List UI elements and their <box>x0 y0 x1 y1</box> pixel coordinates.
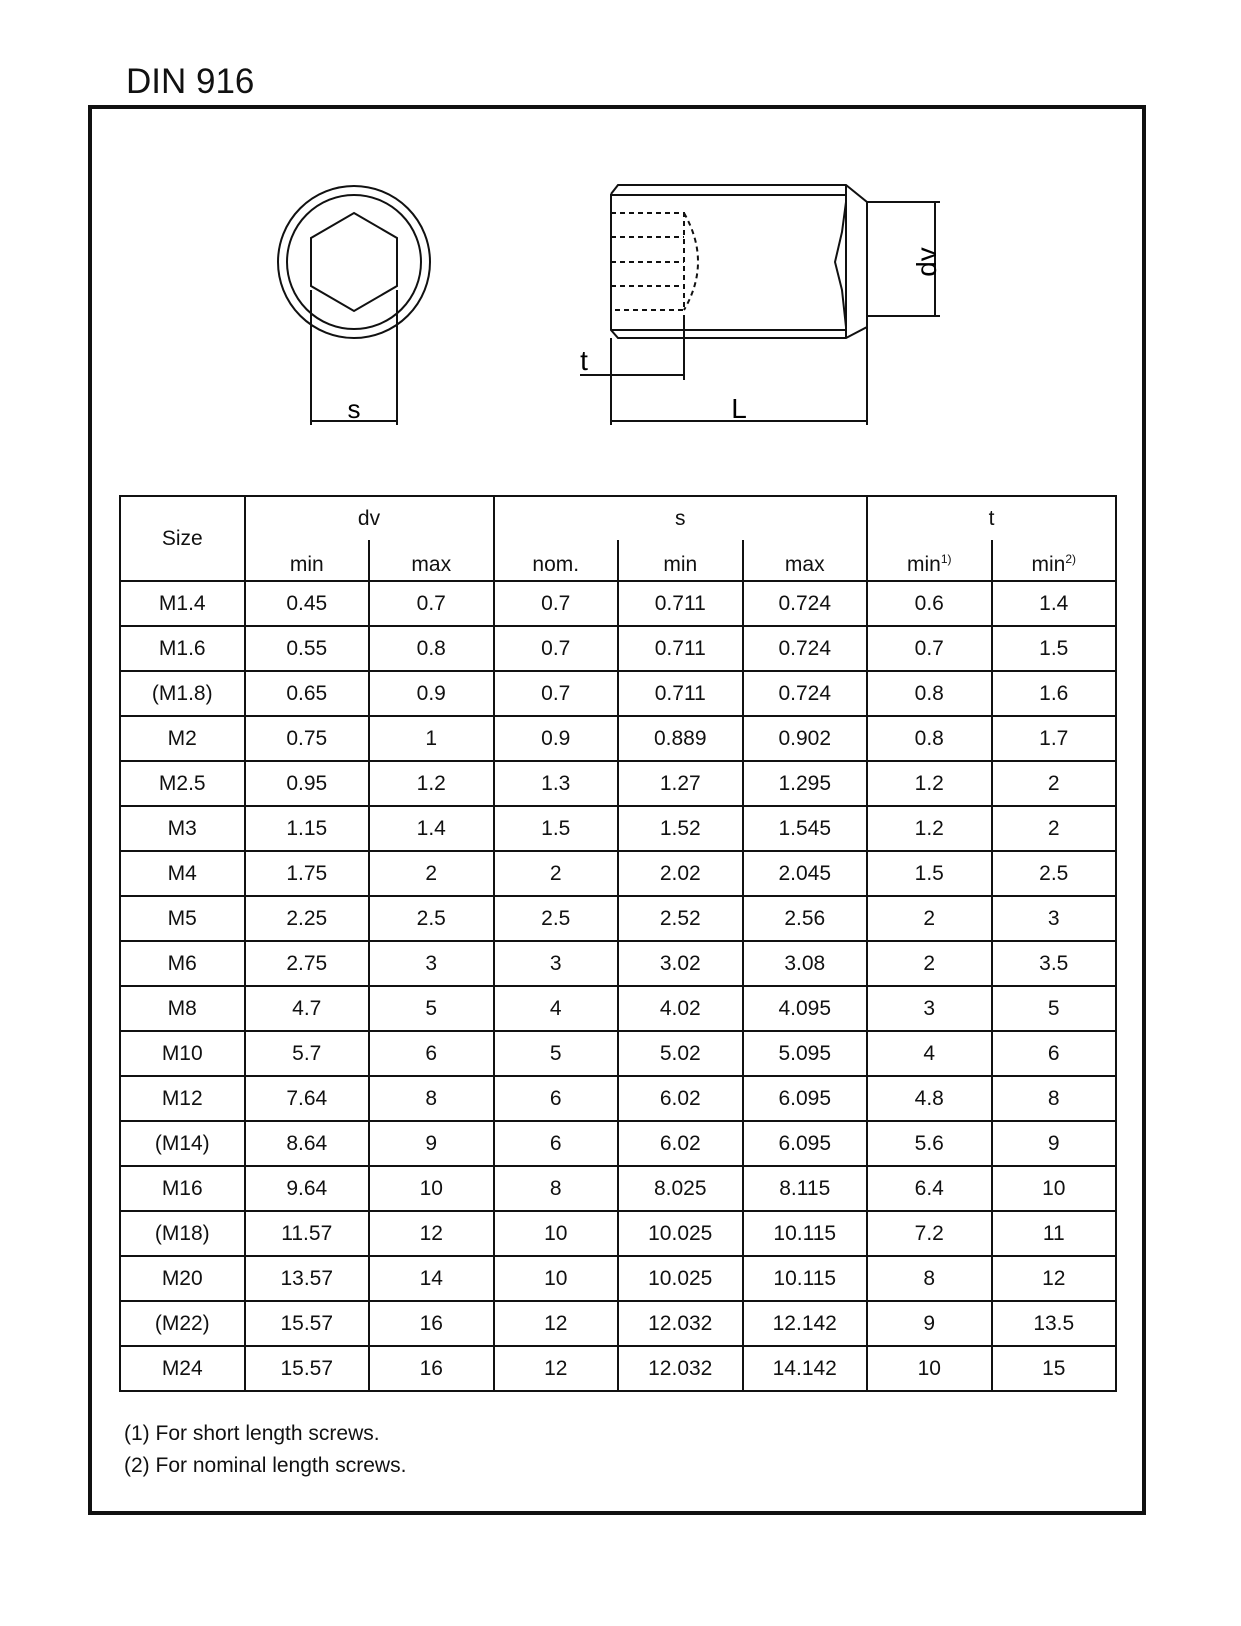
size-cell: M1.6 <box>120 626 245 671</box>
end-view <box>278 186 430 425</box>
table-cell: 10 <box>494 1211 619 1256</box>
table-cell: 0.65 <box>245 671 370 716</box>
dv-group-header: dv <box>245 496 494 540</box>
table-cell: 2.75 <box>245 941 370 986</box>
table-cell: 8.115 <box>743 1166 868 1211</box>
dv-dimension-label: dv <box>911 247 942 277</box>
table-row <box>120 1076 1116 1121</box>
table-row <box>120 581 1116 626</box>
table-cell: 1 <box>369 716 494 761</box>
table-cell: 6 <box>494 1121 619 1166</box>
table-cell: 1.75 <box>245 851 370 896</box>
size-cell: M5 <box>120 896 245 941</box>
table-row <box>120 896 1116 941</box>
table-cell: 3 <box>992 896 1117 941</box>
table-cell: 7.2 <box>867 1211 992 1256</box>
table-cell: 0.7 <box>867 626 992 671</box>
table-cell: 5.02 <box>618 1031 743 1076</box>
table-cell: 12.032 <box>618 1346 743 1391</box>
table-cell: 6.02 <box>618 1121 743 1166</box>
table-cell: 8 <box>992 1076 1117 1121</box>
table-cell: 4.8 <box>867 1076 992 1121</box>
table-cell: 2 <box>992 806 1117 851</box>
table-row <box>120 1256 1116 1301</box>
table-cell: 1.545 <box>743 806 868 851</box>
table-cell: 5 <box>369 986 494 1031</box>
table-cell: 16 <box>369 1301 494 1346</box>
table-cell: 9 <box>867 1301 992 1346</box>
s-min-header: min <box>618 540 743 581</box>
table-cell: 2.56 <box>743 896 868 941</box>
size-cell: M1.4 <box>120 581 245 626</box>
table-cell: 15.57 <box>245 1301 370 1346</box>
footnote-1: (1) For short length screws. <box>124 1422 380 1445</box>
table-cell: 0.8 <box>867 671 992 716</box>
table-cell: 3 <box>369 941 494 986</box>
table-cell: 12 <box>494 1301 619 1346</box>
table-cell: 8.64 <box>245 1121 370 1166</box>
size-cell: M2 <box>120 716 245 761</box>
size-cell: M16 <box>120 1166 245 1211</box>
dimension-table <box>119 495 1117 1392</box>
table-cell: 0.45 <box>245 581 370 626</box>
t-min2-label: min <box>1031 553 1066 576</box>
table-cell: 12 <box>369 1211 494 1256</box>
table-row <box>120 1301 1116 1346</box>
table-cell: 0.7 <box>369 581 494 626</box>
table-cell: 2.5 <box>494 896 619 941</box>
table-cell: 4 <box>867 1031 992 1076</box>
table-row <box>120 1166 1116 1211</box>
table-cell: 1.15 <box>245 806 370 851</box>
table-cell: 12 <box>992 1256 1117 1301</box>
table-cell: 0.711 <box>618 671 743 716</box>
table-cell: 5 <box>494 1031 619 1076</box>
table-cell: 4.7 <box>245 986 370 1031</box>
dv-min-header: min <box>245 540 370 581</box>
table-cell: 1.2 <box>369 761 494 806</box>
table-cell: 12.032 <box>618 1301 743 1346</box>
table-cell: 14 <box>369 1256 494 1301</box>
table-cell: 2 <box>867 896 992 941</box>
table-cell: 6 <box>494 1076 619 1121</box>
table-cell: 3 <box>867 986 992 1031</box>
footnote-2: (2) For nominal length screws. <box>124 1454 407 1477</box>
table-cell: 0.902 <box>743 716 868 761</box>
table-cell: 1.4 <box>369 806 494 851</box>
table-cell: 0.724 <box>743 671 868 716</box>
table-cell: 15 <box>992 1346 1117 1391</box>
table-cell: 5.095 <box>743 1031 868 1076</box>
table-cell: 0.724 <box>743 581 868 626</box>
size-header: Size <box>120 496 245 581</box>
table-cell: 11.57 <box>245 1211 370 1256</box>
table-cell: 10.115 <box>743 1256 868 1301</box>
table-cell: 1.7 <box>992 716 1117 761</box>
table-cell: 7.64 <box>245 1076 370 1121</box>
table-cell: 10 <box>494 1256 619 1301</box>
table-cell: 0.8 <box>369 626 494 671</box>
table-row <box>120 1211 1116 1256</box>
table-cell: 9.64 <box>245 1166 370 1211</box>
size-cell: (M22) <box>120 1301 245 1346</box>
size-cell: M12 <box>120 1076 245 1121</box>
table-cell: 0.724 <box>743 626 868 671</box>
s-dimension-label: s <box>347 394 361 424</box>
table-cell: 0.711 <box>618 626 743 671</box>
table-cell: 2.045 <box>743 851 868 896</box>
table-cell: 8 <box>867 1256 992 1301</box>
table-cell: 3.08 <box>743 941 868 986</box>
table-cell: 1.5 <box>992 626 1117 671</box>
table-cell: 0.7 <box>494 671 619 716</box>
table-cell: 8.025 <box>618 1166 743 1211</box>
t-group-header: t <box>867 496 1116 540</box>
table-cell: 6.4 <box>867 1166 992 1211</box>
table-cell: 3.02 <box>618 941 743 986</box>
size-cell: M24 <box>120 1346 245 1391</box>
table-cell: 6.02 <box>618 1076 743 1121</box>
table-cell: 2 <box>494 851 619 896</box>
technical-drawing <box>0 0 1241 480</box>
table-row <box>120 851 1116 896</box>
table-cell: 8 <box>494 1166 619 1211</box>
table-cell: 12.142 <box>743 1301 868 1346</box>
table-cell: 0.95 <box>245 761 370 806</box>
table-cell: 9 <box>992 1121 1117 1166</box>
table-row <box>120 671 1116 716</box>
size-cell: (M1.8) <box>120 671 245 716</box>
table-cell: 2.5 <box>369 896 494 941</box>
table-cell: 2 <box>369 851 494 896</box>
table-cell: 16 <box>369 1346 494 1391</box>
table-cell: 2.25 <box>245 896 370 941</box>
table-cell: 4.095 <box>743 986 868 1031</box>
table-cell: 1.27 <box>618 761 743 806</box>
table-cell: 0.7 <box>494 626 619 671</box>
t-min1-header <box>867 540 992 581</box>
table-cell: 5 <box>992 986 1117 1031</box>
size-cell: M2.5 <box>120 761 245 806</box>
table-cell: 13.5 <box>992 1301 1117 1346</box>
table-cell: 10 <box>369 1166 494 1211</box>
table-row <box>120 941 1116 986</box>
size-cell: M10 <box>120 1031 245 1076</box>
footnote-1-marker: 1) <box>940 552 952 566</box>
L-dimension-label: L <box>731 393 747 424</box>
table-cell: 9 <box>369 1121 494 1166</box>
table-cell: 11 <box>992 1211 1117 1256</box>
table-cell: 6 <box>369 1031 494 1076</box>
dv-max-header: max <box>369 540 494 581</box>
table-row <box>120 1121 1116 1166</box>
table-cell: 1.4 <box>992 581 1117 626</box>
table-cell: 3.5 <box>992 941 1117 986</box>
size-cell: (M18) <box>120 1211 245 1256</box>
s-group-header: s <box>494 496 868 540</box>
table-cell: 4.02 <box>618 986 743 1031</box>
table-cell: 0.889 <box>618 716 743 761</box>
table-cell: 6 <box>992 1031 1117 1076</box>
t-min1-label: min <box>906 553 941 576</box>
table-cell: 8 <box>369 1076 494 1121</box>
table-cell: 0.711 <box>618 581 743 626</box>
table-cell: 1.3 <box>494 761 619 806</box>
table-cell: 10 <box>992 1166 1117 1211</box>
table-cell: 0.7 <box>494 581 619 626</box>
table-row <box>120 986 1116 1031</box>
size-cell: M3 <box>120 806 245 851</box>
table-cell: 10.025 <box>618 1211 743 1256</box>
table-row <box>120 761 1116 806</box>
table-cell: 6.095 <box>743 1076 868 1121</box>
table-cell: 0.9 <box>494 716 619 761</box>
table-cell: 2.52 <box>618 896 743 941</box>
table-cell: 2 <box>867 941 992 986</box>
table-cell: 2.5 <box>992 851 1117 896</box>
size-cell: M4 <box>120 851 245 896</box>
table-cell: 2.02 <box>618 851 743 896</box>
s-nom-header: nom. <box>494 540 619 581</box>
table-cell: 13.57 <box>245 1256 370 1301</box>
table-cell: 1.6 <box>992 671 1117 716</box>
t-dimension-label: t <box>580 345 588 376</box>
table-cell: 0.9 <box>369 671 494 716</box>
side-view <box>580 185 940 425</box>
table-cell: 10.025 <box>618 1256 743 1301</box>
table-row <box>120 626 1116 671</box>
table-cell: 1.52 <box>618 806 743 851</box>
size-cell: M20 <box>120 1256 245 1301</box>
size-cell: (M14) <box>120 1121 245 1166</box>
table-cell: 0.8 <box>867 716 992 761</box>
size-cell: M8 <box>120 986 245 1031</box>
table-cell: 0.6 <box>867 581 992 626</box>
table-cell: 10 <box>867 1346 992 1391</box>
table-cell: 1.5 <box>867 851 992 896</box>
table-cell: 1.2 <box>867 806 992 851</box>
table-row <box>120 716 1116 761</box>
table-cell: 6.095 <box>743 1121 868 1166</box>
table-cell: 2 <box>992 761 1117 806</box>
table-row <box>120 1346 1116 1391</box>
table-cell: 12 <box>494 1346 619 1391</box>
table-cell: 1.295 <box>743 761 868 806</box>
table-cell: 5.6 <box>867 1121 992 1166</box>
t-min2-header <box>992 540 1117 581</box>
footnotes <box>124 1418 406 1482</box>
table-body <box>120 581 1116 1391</box>
table-cell: 10.115 <box>743 1211 868 1256</box>
table-cell: 14.142 <box>743 1346 868 1391</box>
table-cell: 1.2 <box>867 761 992 806</box>
table-cell: 1.5 <box>494 806 619 851</box>
size-cell: M6 <box>120 941 245 986</box>
table-cell: 15.57 <box>245 1346 370 1391</box>
table-cell: 4 <box>494 986 619 1031</box>
table-cell: 0.75 <box>245 716 370 761</box>
table-cell: 5.7 <box>245 1031 370 1076</box>
s-max-header: max <box>743 540 868 581</box>
table-row <box>120 806 1116 851</box>
table-cell: 3 <box>494 941 619 986</box>
table-cell: 0.55 <box>245 626 370 671</box>
document-title: DIN 916 <box>126 62 255 101</box>
table-row <box>120 1031 1116 1076</box>
footnote-2-marker: 2) <box>1065 552 1076 566</box>
